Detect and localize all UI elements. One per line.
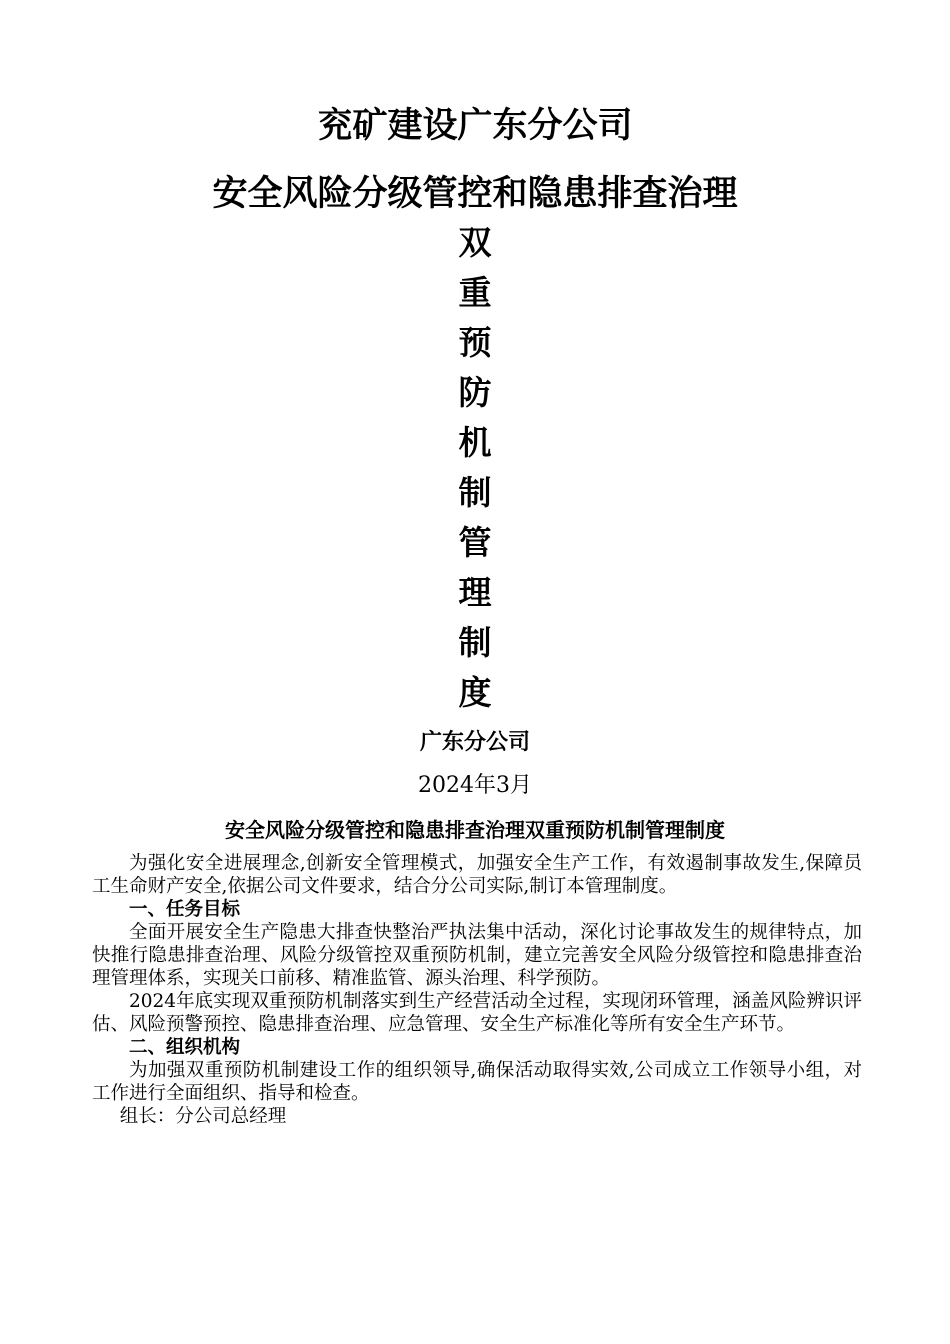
cover-organization: 广东分公司 — [419, 729, 530, 755]
vertical-title-char: 机 — [458, 423, 492, 462]
document-heading: 安全风险分级管控和隐患排查治理双重预防机制管理制度 — [225, 818, 725, 842]
goals-paragraph-2: 2024年底实现双重预防机制落实到生产经营活动全过程，实现闭环管理，涵盖风险辨识评估、风险预警预控、隐患排查治理、应急管理、安全生产标准化等所有安全生产环节。 — [92, 991, 862, 1035]
vertical-title-char: 预 — [458, 323, 492, 362]
vertical-title-char: 理 — [458, 573, 492, 612]
vertical-title-char: 管 — [458, 523, 492, 562]
section-heading-organization: 二、组织机构 — [129, 1037, 241, 1058]
cover-title-company: 兖矿建设广东分公司 — [317, 105, 633, 146]
organization-paragraph: 为加强双重预防机制建设工作的组织领导,确保活动取得实效,公司成立工作领导小组，对工作进行全面组织、指导和检查。 — [92, 1060, 862, 1104]
cover-title-subject: 安全风险分级管控和隐患排查治理 — [212, 173, 738, 214]
cover-vertical-title — [450, 218, 500, 718]
vertical-title-char: 度 — [458, 673, 492, 712]
leader-line: 组长：分公司总经理 — [119, 1106, 287, 1127]
goals-paragraph-1: 全面开展安全生产隐患大排查快整治严执法集中活动，深化讨论事故发生的规律特点，加快推行隐患排查治理、风险分级管控双重预防机制，建立完善安全风险分级管控和隐患排查治理管理体系，实现关口前移、精准监管、源头治理、科学预防。 — [92, 922, 862, 989]
vertical-title-char: 双 — [458, 223, 492, 262]
section-heading-goals: 一、任务目标 — [129, 899, 241, 920]
vertical-title-char: 制 — [458, 623, 492, 662]
vertical-title-char: 制 — [458, 473, 492, 512]
document-body — [92, 852, 862, 1128]
cover-date: 2024年3月 — [418, 773, 532, 798]
vertical-title-char: 重 — [458, 273, 492, 312]
intro-paragraph: 为强化安全进展理念,创新安全管理模式，加强安全生产工作，有效遏制事故发生,保障员工生命财产安全,依据公司文件要求，结合分公司实际,制订本管理制度。 — [92, 853, 862, 897]
vertical-title-char: 防 — [458, 373, 492, 412]
